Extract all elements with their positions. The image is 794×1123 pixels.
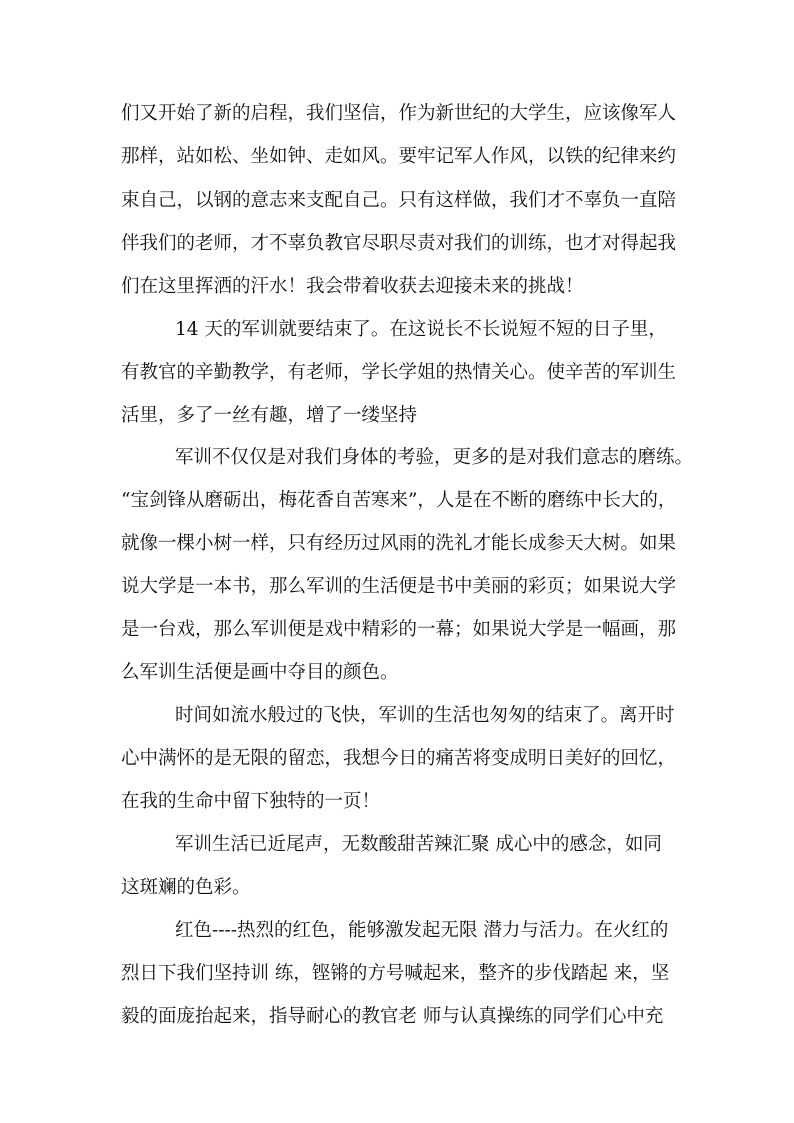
text-line: 活里，多了一丝有趣，增了一缕坚持	[121, 405, 418, 426]
text-line: 伴我们的老师，才不辜负教官尽职尽责对我们的训练，也才对得起我	[121, 233, 677, 254]
text-line: 就像一棵小树一样，只有经历过风雨的洗礼才能长成参天大树。如果	[121, 533, 677, 554]
text-line: 烈日下我们坚持训 练，铿锵的方号喊起来，整齐的步伐踏起 来，坚	[121, 963, 670, 984]
text-line: 说大学是一本书，那么军训的生活便是书中美丽的彩页；如果说大学	[121, 576, 677, 597]
paragraph-first-line: 军训生活已近尾声，无数酸甜苦辣汇聚 成心中的感念，如同	[175, 834, 662, 855]
paragraph-first-line: 14 天的军训就要结束了。在这说长不长说短不短的日子里，	[175, 319, 667, 340]
text-line: 毅的面庞抬起来，指导耐心的教官老 师与认真操练的同学们心中充	[121, 1006, 664, 1027]
text-line: 束自己，以钢的意志来支配自己。只有这样做，我们才不辜负一直陪	[121, 190, 677, 211]
text-line: 们在这里挥洒的汗水！我会带着收获去迎接未来的挑战！	[121, 276, 584, 297]
text-line: 么军训生活便是画中夺目的颜色。	[121, 662, 399, 683]
text-line: 那样，站如松、坐如钟、走如风。要牢记军人作风，以铁的纪律来约	[121, 146, 677, 167]
paragraph-first-line: 时间如流水般过的飞快，军训的生活也匆匆的结束了。离开时	[175, 705, 675, 726]
text-line: 心中满怀的是无限的留恋，我想今日的痛苦将变成明日美好的回忆，	[121, 748, 677, 769]
text-line: “宝剑锋从磨砺出，梅花香自苦寒来”，人是在不断的磨练中长大的，	[121, 490, 677, 511]
text-line: 是一台戏，那么军训便是戏中精彩的一幕；如果说大学是一幅画，那	[121, 619, 677, 640]
paragraph-first-line: 军训不仅仅是对我们身体的考验，更多的是对我们意志的磨练。	[175, 447, 694, 468]
text-line: 这斑斓的色彩。	[121, 877, 251, 898]
text-line: 们又开始了新的启程，我们坚信，作为新世纪的大学生，应该像军人	[121, 103, 677, 124]
text-line: 在我的生命中留下独特的一页！	[121, 791, 381, 812]
paragraph-first-line: 红色----热烈的红色，能够激发起无限 潜力与活力。在火红的	[175, 920, 669, 941]
text-line: 有教官的辛勤教学，有老师，学长学姐的热情关心。使辛苦的军训生	[121, 362, 677, 383]
